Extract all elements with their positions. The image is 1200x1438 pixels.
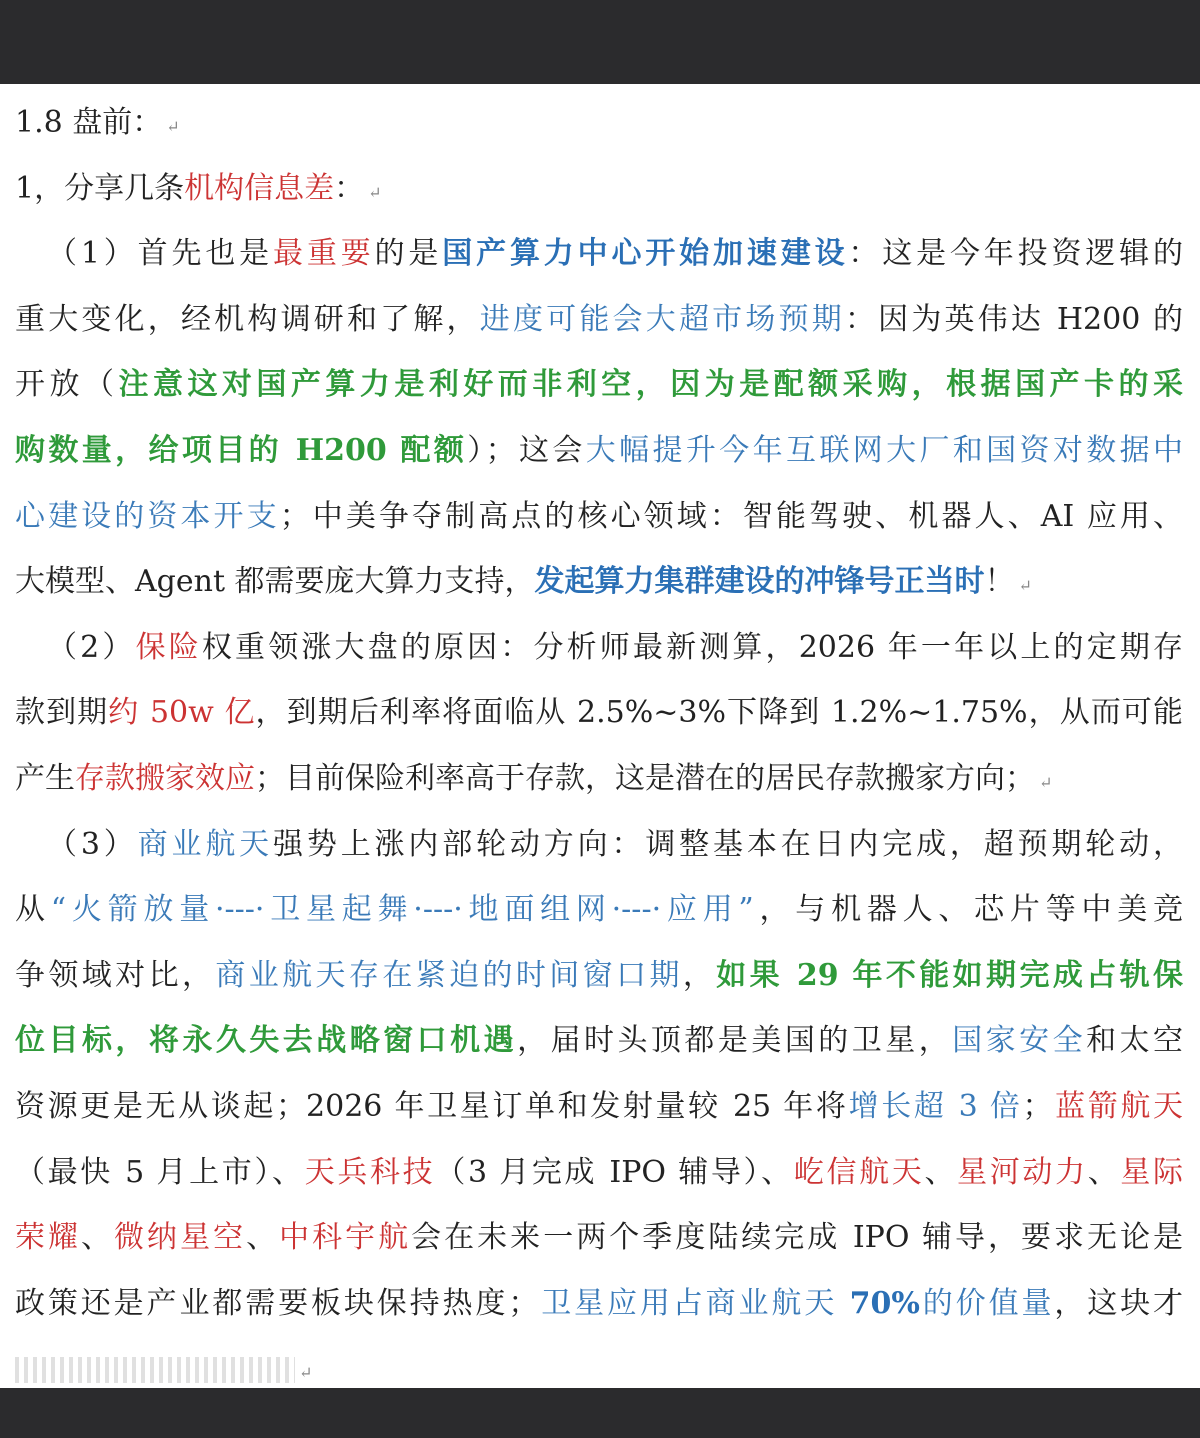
- text-run: 大模型、Agent 都需要庞大算力支持，: [15, 564, 535, 600]
- highlight-run: 屹信航天: [793, 1154, 925, 1190]
- highlight-run: 国产算力中心开始加速建设: [442, 236, 849, 272]
- text-run: 、: [1087, 1154, 1121, 1190]
- blurred-text-line: [15, 1336, 1183, 1388]
- text-run: ；中美争夺制高点的核心领域：智能驾驶、机器人、AI 应用、: [279, 498, 1183, 534]
- highlight-run: 天兵科技: [304, 1154, 436, 1190]
- text-line: [15, 1008, 1183, 1074]
- text-run: 、: [924, 1154, 958, 1190]
- text-run: 的是: [374, 236, 443, 272]
- text-run: ；: [1022, 1088, 1053, 1124]
- paragraph-mark-icon: ↵: [166, 117, 180, 136]
- text-run: 重大变化，经机构调研和了解，: [15, 301, 480, 337]
- highlight-run: 如果 29 年不能如期完成占轨保: [716, 957, 1183, 993]
- text-run: 、: [81, 1220, 115, 1256]
- text-line: [15, 1271, 1183, 1337]
- text-run: ，与机器人、芯片等中美竞: [753, 892, 1183, 928]
- text-run: （3 月完成 IPO 辅导）、: [435, 1154, 794, 1190]
- text-run: 1，分享几条: [15, 170, 185, 206]
- highlight-run: 保险: [135, 629, 202, 665]
- text-run: 1.8 盘前：: [15, 105, 163, 140]
- text-run: 政策还是产业都需要板块保持热度；: [15, 1285, 539, 1321]
- text-run: 开放（: [15, 367, 119, 403]
- text-run: ，这块才: [1054, 1285, 1183, 1321]
- highlight-run: 位目标，将永久失去战略窗口机遇: [15, 1023, 518, 1059]
- text-run: （3）: [47, 826, 138, 862]
- text-run: ：: [334, 170, 365, 206]
- highlight-run: 进度可能会大超市场预期: [479, 301, 845, 337]
- highlight-run: 约 50w 亿: [108, 695, 256, 731]
- text-line: [15, 484, 1183, 550]
- text-line: [15, 287, 1183, 353]
- text-line: [15, 877, 1183, 943]
- highlight-run: 注意这对国产算力是利好而非利空，因为是配额采购，根据国产卡的采: [118, 367, 1183, 403]
- text-line: [15, 352, 1183, 418]
- paragraph-mark-icon: ↵: [1018, 576, 1032, 596]
- highlight-run: 蓝箭航天: [1052, 1088, 1183, 1124]
- highlight-run: 商业航天存在紧迫的时间窗口期: [215, 957, 683, 993]
- highlight-run: 荣耀: [15, 1220, 82, 1256]
- text-line: [15, 221, 1183, 287]
- text-run: ，: [682, 957, 717, 993]
- text-run: 会在未来一两个季度陆续完成 IPO 辅导，要求无论是: [411, 1220, 1183, 1256]
- text-line: [15, 746, 1183, 812]
- text-line: [15, 812, 1183, 878]
- text-line: [15, 90, 1183, 156]
- highlight-run: 商业航天: [137, 826, 274, 862]
- highlight-run: 心建设的资本开支: [15, 498, 280, 534]
- text-run: 款到期: [15, 695, 109, 731]
- highlight-run: 大幅提升今年互联网大厂和国资对数据中: [585, 432, 1183, 468]
- text-run: ：这是今年投资逻辑的: [848, 236, 1183, 272]
- text-run: ；目前保险利率高于存款，这是潜在的居民存款搬家方向；: [255, 760, 1035, 796]
- highlight-run: 最重要: [273, 236, 375, 272]
- bottom-frame-bar: [0, 1388, 1200, 1438]
- text-run: ，届时头顶都是美国的卫星，: [517, 1023, 953, 1059]
- highlight-run: 70%: [849, 1285, 920, 1321]
- text-run: ！: [984, 564, 1015, 600]
- text-run: 资源更是无从谈起；2026 年卫星订单和发射量较 25 年将: [15, 1088, 849, 1124]
- paragraph-mark-icon: ↵: [299, 1363, 313, 1383]
- text-run: 权重领涨大盘的原因：分析师最新测算，2026 年一年以上的定期存: [201, 629, 1183, 665]
- text-line: [15, 943, 1183, 1009]
- highlight-run: 中科宇航: [279, 1220, 412, 1256]
- text-run: （2）: [47, 629, 136, 665]
- text-line: [15, 1140, 1183, 1206]
- highlight-run: 微纳星空: [114, 1220, 247, 1256]
- document-body: [15, 90, 1183, 1388]
- highlight-run: 存款搬家效应: [75, 760, 255, 796]
- highlight-run: 星际: [1120, 1154, 1183, 1190]
- text-line: [15, 1205, 1183, 1271]
- text-run: 争领域对比，: [15, 957, 216, 993]
- text-line: [15, 549, 1183, 615]
- text-line: [15, 418, 1183, 484]
- text-run: （最快 5 月上市）、: [15, 1154, 305, 1190]
- text-run: ：因为英伟达 H200 的: [844, 301, 1183, 337]
- text-line: [15, 615, 1183, 681]
- top-frame-bar: [0, 0, 1200, 84]
- highlight-run: 机构信息差: [184, 170, 335, 206]
- text-run: 强势上涨内部轮动方向：调整基本在日内完成，超预期轮动，: [273, 826, 1183, 862]
- paragraph-mark-icon: ↵: [368, 182, 382, 202]
- text-line: [15, 680, 1183, 746]
- document-page: [0, 84, 1200, 1388]
- blurred-text: [15, 1357, 295, 1383]
- highlight-run: 购数量，给项目的 H200 配额: [15, 432, 468, 468]
- text-line: [15, 156, 1183, 222]
- highlight-run: 增长超 3 倍: [848, 1088, 1023, 1124]
- text-run: ，到期后利率将面临从 2.5%~3%下降到 1.2%~1.75%，从而可能: [255, 695, 1183, 731]
- text-line: [15, 1074, 1183, 1140]
- highlight-run: 的价值量: [919, 1285, 1055, 1321]
- highlight-run: 星河动力: [957, 1154, 1088, 1190]
- text-run: 和太空: [1086, 1023, 1183, 1059]
- text-run: 从: [15, 892, 51, 928]
- paragraph-mark-icon: ↵: [1039, 772, 1053, 792]
- highlight-run: 卫星应用占商业航天: [538, 1285, 850, 1321]
- text-run: 、: [246, 1220, 280, 1256]
- highlight-run: 发起算力集群建设的冲锋号正当时: [534, 564, 985, 600]
- highlight-run: “火箭放量·---·卫星起舞·---·地面组网·---·应用”: [50, 892, 754, 928]
- text-run: 产生: [15, 760, 75, 796]
- text-run: ）；这会: [467, 432, 586, 468]
- highlight-run: 国家安全: [952, 1023, 1087, 1059]
- text-run: （1）首先也是: [47, 236, 274, 272]
